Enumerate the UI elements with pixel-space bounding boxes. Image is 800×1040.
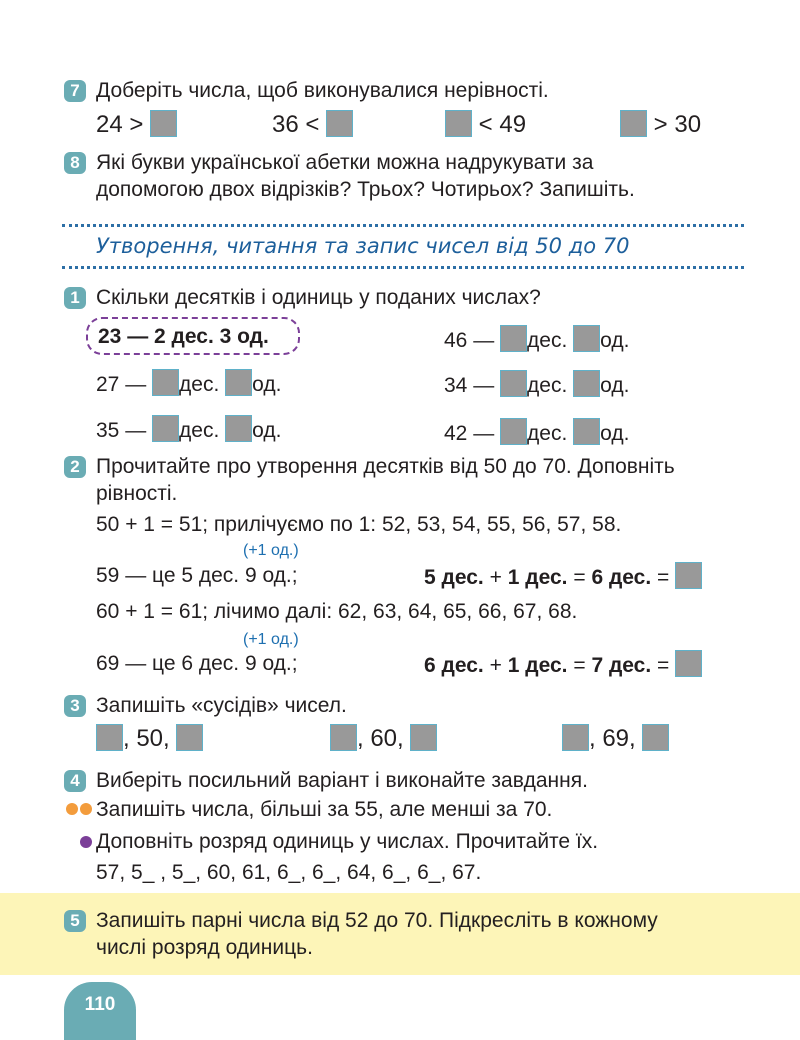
task-7-text: Доберіть числа, щоб виконувалися нерівності. bbox=[96, 79, 549, 102]
task-3-badge: 3 bbox=[64, 695, 86, 717]
section-heading: Утворення, читання та запис чисел від 50 до 70 bbox=[96, 234, 630, 258]
eq1-term-c: 6 дес. bbox=[591, 566, 652, 589]
plus-sign: + bbox=[489, 654, 502, 677]
row-46-number: 46 — bbox=[444, 329, 495, 352]
answer-box[interactable] bbox=[152, 415, 179, 442]
count-60-68: 60 + 1 = 61; лічимо далі: 62, 63, 64, 65, 66, 67, 68. bbox=[96, 600, 578, 623]
task-4-badge: 4 bbox=[64, 770, 86, 792]
row-46 bbox=[444, 325, 629, 354]
eq1-term-a: 5 дес. bbox=[424, 566, 484, 589]
answer-box[interactable] bbox=[573, 370, 600, 397]
od-label: од. bbox=[600, 329, 630, 352]
answer-box[interactable] bbox=[445, 110, 472, 137]
od-label: од. bbox=[252, 373, 282, 396]
task-5-highlight bbox=[0, 893, 800, 975]
task-1-example-text: 23 — 2 дес. 3 од. bbox=[98, 325, 269, 348]
des-label: дес. bbox=[527, 329, 568, 352]
eq1-term-b: 1 дес. bbox=[507, 566, 568, 589]
des-label: дес. bbox=[179, 373, 220, 396]
page-number: 110 bbox=[64, 982, 136, 1040]
inequality-3 bbox=[445, 110, 526, 139]
answer-box[interactable] bbox=[562, 724, 589, 751]
task-8-line-2: допомогою двох відрізків? Трьох? Чотирьох? Запишіть. bbox=[96, 178, 635, 201]
orange-dot-icon bbox=[80, 803, 92, 815]
equals-sign: = bbox=[657, 654, 670, 677]
answer-box[interactable] bbox=[152, 369, 179, 396]
des-label: дес. bbox=[527, 422, 568, 445]
answer-box[interactable] bbox=[675, 650, 702, 677]
task-1-badge: 1 bbox=[64, 287, 86, 309]
answer-box[interactable] bbox=[500, 418, 527, 445]
row-34-number: 34 — bbox=[444, 374, 495, 397]
neighbors-60-label: , 60, bbox=[357, 725, 404, 752]
neighbors-50 bbox=[96, 724, 203, 753]
orange-dot-icon bbox=[66, 803, 78, 815]
equation-1 bbox=[424, 562, 702, 591]
answer-box[interactable] bbox=[410, 724, 437, 751]
inequality-2 bbox=[272, 110, 353, 139]
equals-sign: = bbox=[573, 566, 586, 589]
plus-one-note-2: (+1 од.) bbox=[243, 631, 299, 648]
task-3-text: Запишіть «сусідів» чисел. bbox=[96, 694, 347, 717]
answer-box[interactable] bbox=[96, 724, 123, 751]
task-8-badge: 8 bbox=[64, 152, 86, 174]
inequality-1-label: 24 > bbox=[96, 111, 144, 138]
inequality-4 bbox=[620, 110, 701, 139]
task-5-line-2: числі розряд одиниць. bbox=[96, 936, 313, 959]
row-34 bbox=[444, 370, 629, 399]
neighbors-60 bbox=[330, 724, 437, 753]
task-2-line-1: Прочитайте про утворення десятків від 50 до 70. Доповніть bbox=[96, 455, 675, 478]
task-4-text: Виберіть посильний варіант і виконайте завдання. bbox=[96, 769, 588, 792]
count-50-58: 50 + 1 = 51; прилічуємо по 1: 52, 53, 54, 55, 56, 57, 58. bbox=[96, 513, 622, 536]
neighbors-69 bbox=[562, 724, 669, 753]
fact-69: 69 — це 6 дес. 9 од.; bbox=[96, 652, 298, 675]
task-2-badge: 2 bbox=[64, 456, 86, 478]
equals-sign: = bbox=[573, 654, 586, 677]
neighbors-50-label: , 50, bbox=[123, 725, 170, 752]
dotted-divider-top bbox=[62, 224, 744, 227]
task-5-badge: 5 bbox=[64, 910, 86, 932]
od-label: од. bbox=[600, 374, 630, 397]
answer-box[interactable] bbox=[500, 370, 527, 397]
eq2-term-a: 6 дес. bbox=[424, 654, 484, 677]
plus-sign: + bbox=[489, 566, 502, 589]
answer-box[interactable] bbox=[642, 724, 669, 751]
answer-box[interactable] bbox=[500, 325, 527, 352]
eq2-term-c: 7 дес. bbox=[591, 654, 652, 677]
task-1-text: Скільки десятків і одиниць у поданих числах? bbox=[96, 286, 541, 309]
task-5-line-1: Запишіть парні числа від 52 до 70. Підкресліть в кожному bbox=[96, 909, 658, 932]
answer-box[interactable] bbox=[573, 418, 600, 445]
answer-box[interactable] bbox=[620, 110, 647, 137]
answer-box[interactable] bbox=[225, 415, 252, 442]
inequality-2-label: 36 < bbox=[272, 111, 320, 138]
answer-box[interactable] bbox=[573, 325, 600, 352]
dotted-divider-bottom bbox=[62, 266, 744, 269]
answer-box[interactable] bbox=[176, 724, 203, 751]
variant-a: Запишіть числа, більші за 55, але менші за 70. bbox=[96, 798, 553, 821]
task-8-line-1: Які букви української абетки можна надрукувати за bbox=[96, 151, 594, 174]
plus-one-note-1: (+1 од.) bbox=[243, 542, 299, 559]
variant-b: Доповніть розряд одиниць у числах. Прочитайте їх. bbox=[96, 830, 599, 853]
purple-dot-icon bbox=[80, 836, 92, 848]
task-1-example bbox=[98, 324, 269, 350]
eq2-term-b: 1 дес. bbox=[507, 654, 568, 677]
answer-box[interactable] bbox=[326, 110, 353, 137]
row-35-number: 35 — bbox=[96, 419, 147, 442]
number-sequence: 57, 5_ , 5_, 60, 61, 6_, 6_, 64, 6_, 6_, 67. bbox=[96, 861, 482, 884]
equals-sign: = bbox=[657, 566, 670, 589]
answer-box[interactable] bbox=[330, 724, 357, 751]
row-27-number: 27 — bbox=[96, 373, 147, 396]
des-label: дес. bbox=[527, 374, 568, 397]
inequality-1 bbox=[96, 110, 177, 139]
row-27 bbox=[96, 369, 281, 398]
answer-box[interactable] bbox=[150, 110, 177, 137]
task-7-badge: 7 bbox=[64, 80, 86, 102]
row-42-number: 42 — bbox=[444, 422, 495, 445]
equation-2 bbox=[424, 650, 702, 679]
answer-box[interactable] bbox=[225, 369, 252, 396]
od-label: од. bbox=[600, 422, 630, 445]
des-label: дес. bbox=[179, 419, 220, 442]
fact-59: 59 — це 5 дес. 9 од.; bbox=[96, 564, 298, 587]
od-label: од. bbox=[252, 419, 282, 442]
inequality-3-label: < 49 bbox=[478, 111, 527, 138]
row-42 bbox=[444, 418, 629, 447]
task-2-line-2: рівності. bbox=[96, 482, 178, 505]
inequality-4-label: > 30 bbox=[653, 111, 702, 138]
neighbors-69-label: , 69, bbox=[589, 725, 636, 752]
answer-box[interactable] bbox=[675, 562, 702, 589]
row-35 bbox=[96, 415, 281, 444]
